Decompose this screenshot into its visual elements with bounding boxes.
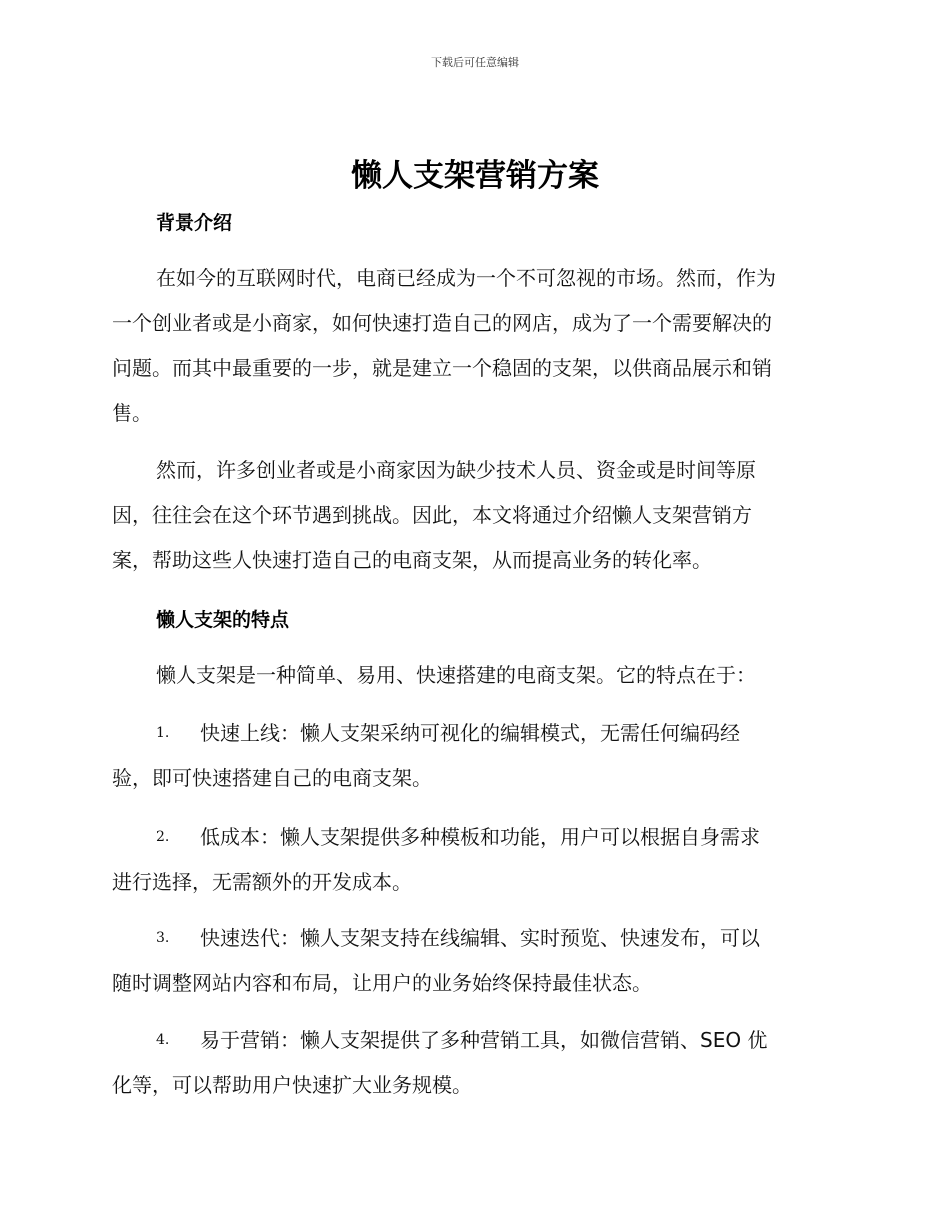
document-title: 懒人支架营销方案 <box>351 158 599 194</box>
paragraph-line: 售。 <box>112 401 152 425</box>
list-item <box>112 815 836 905</box>
paragraph-features-intro <box>112 653 836 698</box>
list-item-text: 化等，可以帮助用户快速扩大业务规模。 <box>112 1073 472 1097</box>
paragraph-line: 在如今的互联网时代，电商已经成为一个不可忽视的市场。然而，作为 <box>156 266 776 290</box>
paragraph-background-2 <box>112 448 836 583</box>
section-heading-background: 背景介绍 <box>156 212 233 234</box>
list-item-text: 进行选择，无需额外的开发成本。 <box>112 870 412 894</box>
list-item-text: 易于营销：懒人支架提供了多种营销工具，如微信营销、SEO 优 <box>200 1028 768 1052</box>
list-item-text: 随时调整网站内容和布局，让用户的业务始终保持最佳状态。 <box>112 971 652 995</box>
section-heading-features: 懒人支架的特点 <box>156 609 290 631</box>
paragraph-line: 懒人支架是一种简单、易用、快速搭建的电商支架。它的特点在于： <box>156 663 756 687</box>
paragraph-line: 因，往往会在这个环节遇到挑战。因此，本文将通过介绍懒人支架营销方 <box>112 503 752 527</box>
paragraph-line: 然而，许多创业者或是小商家因为缺少技术人员、资金或是时间等原 <box>156 458 756 482</box>
list-item-text: 快速上线：懒人支架采纳可视化的编辑模式，无需任何编码经 <box>200 721 740 745</box>
paragraph-line: 一个创业者或是小商家，如何快速打造自己的网店，成为了一个需要解决的 <box>112 311 772 335</box>
list-item-text: 快速迭代：懒人支架支持在线编辑、实时预览、快速发布，可以 <box>200 926 760 950</box>
paragraph-background-1 <box>112 256 836 436</box>
list-item <box>112 1018 836 1108</box>
list-item-number: 3. <box>156 930 170 946</box>
page-header-note: 下载后可任意编辑 <box>431 56 519 69</box>
list-item-number: 1. <box>156 725 170 741</box>
paragraph-line: 案，帮助这些人快速打造自己的电商支架，从而提高业务的转化率。 <box>112 548 712 572</box>
paragraph-line: 问题。而其中最重要的一步，就是建立一个稳固的支架，以供商品展示和销 <box>112 356 772 380</box>
list-item-text: 低成本：懒人支架提供多种模板和功能，用户可以根据自身需求 <box>200 825 760 849</box>
list-item <box>112 916 836 1006</box>
list-item-number: 4. <box>156 1032 170 1048</box>
list-item <box>112 711 836 801</box>
list-item-number: 2. <box>156 829 170 845</box>
list-item-text: 验，即可快速搭建自己的电商支架。 <box>112 766 432 790</box>
